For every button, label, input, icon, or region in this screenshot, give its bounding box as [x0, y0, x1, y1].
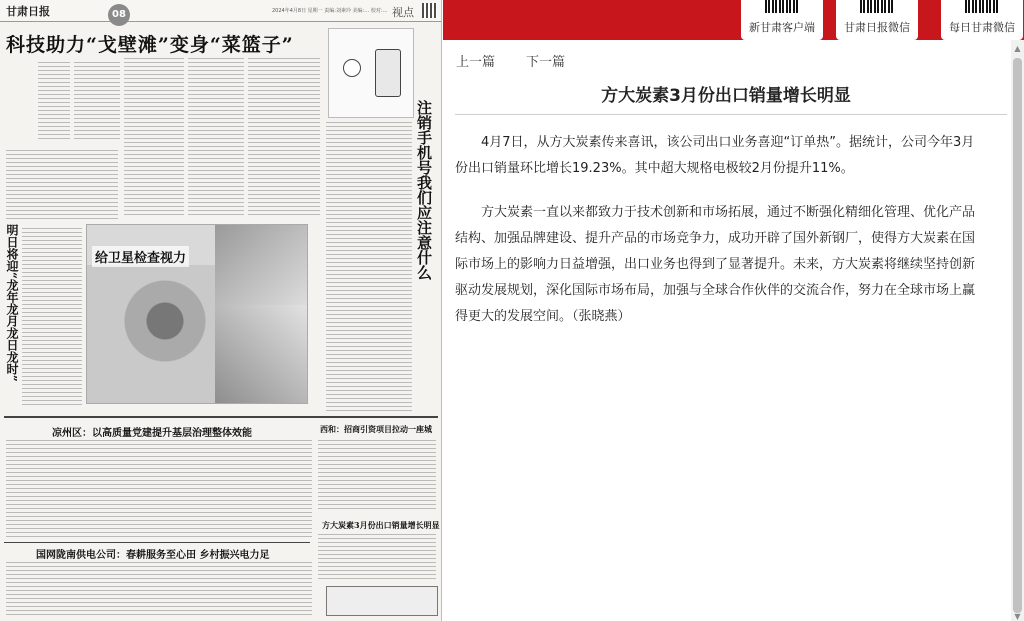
app-label: 甘肃日报微信	[844, 21, 910, 34]
qr-code-icon	[765, 0, 799, 13]
article-paragraph: 方大炭素一直以来都致力于技术创新和市场拓展，通过不断强化精细化管理、优化产品结构、加强品牌建设、提升产品的市场竞争力，成功开辟了国外新钢厂，使得方大炭素在国际市场上的影响力日益增强，出口业务也得到了显著提升。未来，方大炭素将继续坚持创新驱动发展规划，深化国际市场布局，加强与全球合作伙伴的交流合作，努力在全球市场上赢得更大的发展空间。（张晓燕）	[455, 205, 976, 324]
article-text-block[interactable]	[326, 122, 412, 412]
article-text-block[interactable]	[318, 440, 436, 512]
page-number-badge: 08	[108, 4, 130, 26]
article-text-block[interactable]	[22, 228, 82, 408]
app-daily-gansu-wechat[interactable]	[941, 0, 1023, 40]
newspaper-headline-vertical[interactable]: 注销手机号我们应注意什么	[415, 100, 433, 280]
qr-code-icon	[422, 3, 437, 18]
app-label: 每日甘肃微信	[949, 21, 1015, 34]
newspaper-headline-vertical[interactable]: 明日将迎“龙年龙月龙日龙时”	[5, 224, 19, 382]
article-text-block[interactable]	[6, 440, 312, 540]
article-text-block[interactable]	[74, 62, 120, 142]
app-download-new-gansu-client[interactable]	[741, 0, 823, 40]
section-divider	[4, 542, 310, 543]
newspaper-page-image[interactable]	[0, 0, 442, 621]
newspaper-footer-box	[326, 586, 438, 616]
article-viewer	[443, 0, 1024, 621]
newspaper-masthead: 甘肃日报	[6, 5, 50, 18]
newspaper-headline[interactable]: 凉州区：以高质量党建提升基层治理整体效能	[52, 428, 252, 439]
newspaper-dateline: 2024年4月8日 星期一 责编:刘素玲 美编:… 校对:…	[272, 8, 388, 14]
newspaper-headline-highlighted[interactable]: 方大炭素3月份出口销量增长明显	[322, 520, 440, 530]
newspaper-headline-main[interactable]: 科技助力“戈壁滩”变身“菜篮子”	[6, 34, 294, 56]
scroll-down-arrow-icon[interactable]: ▼	[1014, 612, 1021, 621]
cartoon-illustration	[328, 28, 414, 118]
top-banner	[443, 0, 1024, 40]
article-text-block[interactable]	[188, 58, 244, 218]
qr-code-icon	[860, 0, 894, 13]
qr-code-icon	[965, 0, 999, 13]
article-text-block[interactable]	[38, 62, 70, 142]
newspaper-headline[interactable]: 国网陇南供电公司：春耕服务至心田 乡村振兴电力足	[36, 550, 270, 561]
app-label: 新甘肃客户端	[749, 21, 815, 34]
article-text-block[interactable]	[318, 534, 436, 582]
newspaper-column-name: 视点	[392, 6, 414, 19]
scroll-up-arrow-icon[interactable]: ▲	[1014, 44, 1021, 53]
section-divider	[4, 416, 438, 418]
article-text-block[interactable]	[124, 58, 184, 218]
article-body	[455, 130, 981, 348]
article-title: 方大炭素3月份出口销量增长明显	[601, 86, 851, 106]
app-gansu-daily-wechat[interactable]	[836, 0, 918, 40]
prev-article-link[interactable]: 上一篇	[456, 55, 496, 70]
title-divider	[455, 114, 1007, 115]
newspaper-headline[interactable]: 西和：招商引资项目拉动一座城	[320, 424, 432, 434]
vertical-scrollbar[interactable]	[1011, 40, 1024, 621]
article-paragraph: 4月7日，从方大炭素传来喜讯，该公司出口业务喜迎“订单热”。据统计，公司今年3月份出口销量环比增长19.23%。其中超大规格电极较2月份提升11%。	[455, 135, 975, 176]
article-text-block[interactable]	[6, 150, 118, 220]
photo-caption: 给卫星检查视力	[92, 246, 189, 267]
newspaper-header	[0, 0, 442, 22]
next-article-link[interactable]: 下一篇	[526, 55, 566, 70]
article-text-block[interactable]	[248, 58, 320, 218]
scrollbar-thumb[interactable]	[1013, 58, 1022, 613]
article-text-block[interactable]	[6, 562, 312, 618]
